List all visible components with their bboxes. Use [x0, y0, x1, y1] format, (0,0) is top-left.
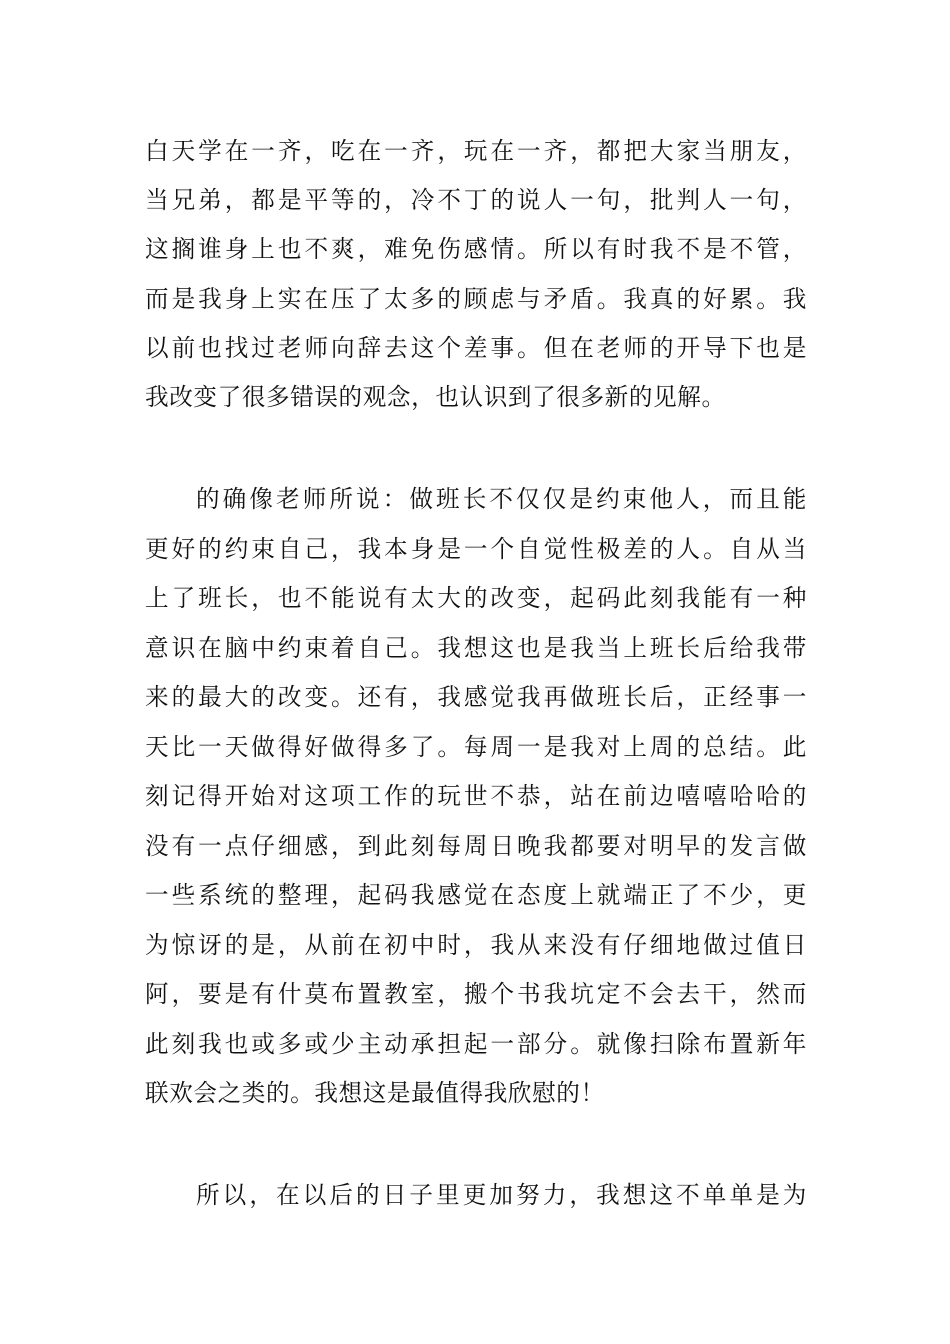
paragraph-2-line-7: 刻记得开始对这项工作的玩世不恭，站在前边嘻嘻哈哈的 — [145, 782, 807, 810]
paragraph-2-line-11: 阿，要是有什莫布置教室，搬个书我坑定不会去干，然而 — [145, 980, 807, 1008]
paragraph-1-line-2: 当兄弟，都是平等的，冷不丁的说人一句，批判人一句， — [145, 186, 807, 214]
paragraph-1-line-3: 这搁谁身上也不爽，难免伤感情。所以有时我不是不管， — [145, 235, 807, 263]
paragraph-2-line-12: 此刻我也或多或少主动承担起一部分。就像扫除布置新年 — [145, 1030, 807, 1058]
paragraph-2-line-8: 没有一点仔细感，到此刻每周日晚我都要对明早的发言做 — [145, 832, 807, 860]
paragraph-2-line-13: 联欢会之类的。我想这是最值得我欣慰的！ — [145, 1079, 605, 1107]
paragraph-2-line-1: 的确像老师所说：做班长不仅仅是约束他人，而且能 — [196, 485, 807, 513]
paragraph-1-line-1: 白天学在一齐，吃在一齐，玩在一齐，都把大家当朋友， — [145, 137, 807, 165]
paragraph-2-line-3: 上了班长，也不能说有太大的改变，起码此刻我能有一种 — [145, 584, 807, 612]
paragraph-1-line-4: 而是我身上实在压了太多的顾虑与矛盾。我真的好累。我 — [145, 285, 807, 313]
paragraph-2-line-6: 天比一天做得好做得多了。每周一是我对上周的总结。此 — [145, 733, 807, 761]
paragraph-2-line-10: 为惊讶的是，从前在初中时，我从来没有仔细地做过值日 — [145, 931, 807, 959]
paragraph-2-line-5: 来的最大的改变。还有，我感觉我再做班长后，正经事一 — [145, 683, 807, 711]
paragraph-3-line-1: 所以，在以后的日子里更加努力，我想这不单单是为 — [196, 1181, 807, 1209]
paragraph-1-line-6: 我改变了很多错误的观念，也认识到了很多新的见解。 — [145, 383, 726, 411]
paragraph-2-line-2: 更好的约束自己，我本身是一个自觉性极差的人。自从当 — [145, 535, 807, 563]
paragraph-1-line-5: 以前也找过老师向辞去这个差事。但在老师的开导下也是 — [145, 334, 807, 362]
paragraph-2-line-9: 一些系统的整理，起码我感觉在态度上就端正了不少，更 — [145, 881, 807, 909]
paragraph-2-line-4: 意识在脑中约束着自己。我想这也是我当上班长后给我带 — [145, 634, 807, 662]
